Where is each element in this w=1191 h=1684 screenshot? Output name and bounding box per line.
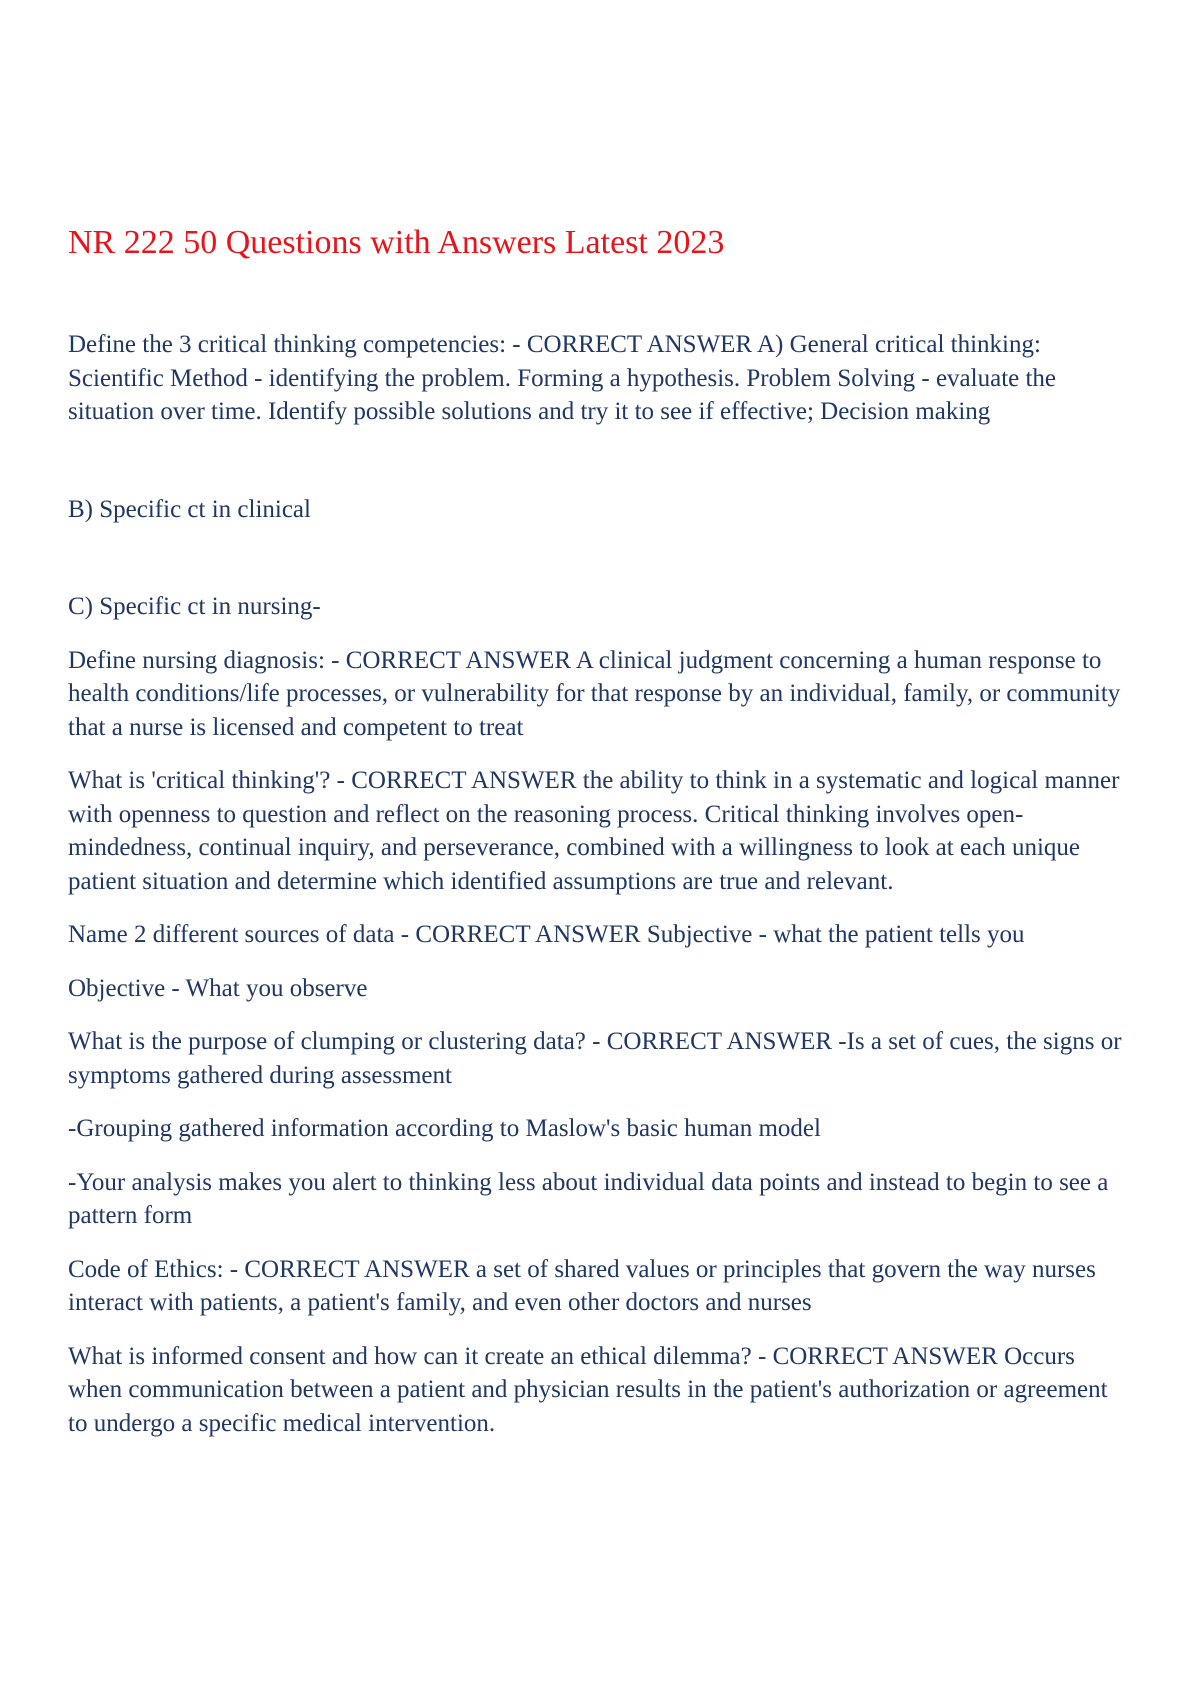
paragraph-nursing-diagnosis: Define nursing diagnosis: - CORRECT ANSWER A clinical judgment concerning a human response to health conditions/life processes, or vulnerability for that response by an individual, family, or community that a nurse is licensed and competent to treat	[68, 646, 1121, 741]
paragraph-analysis-pattern: -Your analysis makes you alert to thinking less about individual data points and instead to begin to see a pattern form	[68, 1168, 1109, 1229]
paragraph-objective-data: Objective - What you observe	[68, 974, 368, 1002]
paragraph-critical-thinking-competencies: Define the 3 critical thinking competencies: - CORRECT ANSWER A) General critical thinking: Scientific Method - identifying the problem. Forming a hypothesis. Problem Solving - evaluate the situation over time. Identify possible solutions and try it to see if effective; Decision making	[68, 331, 1057, 425]
paragraph-critical-thinking-definition: What is 'critical thinking'? - CORRECT ANSWER the ability to think in a systematic and logical manner with openness to question and reflect on the reasoning process. Critical thinking involves open-mindedness, continual inquiry, and perseverance, combined with a willingness to look at each unique patient situation and determine which identified assumptions are true and relevant.	[68, 767, 1120, 895]
paragraph-informed-consent: What is informed consent and how can it create an ethical dilemma? - CORRECT ANSWER Occurs when communication between a patient and physician results in the patient's authorization or agreement to undergo a specific medical intervention.	[68, 1342, 1108, 1437]
paragraph-sources-of-data: Name 2 different sources of data - CORRECT ANSWER Subjective - what the patient tells you	[68, 921, 1025, 948]
document-body	[68, 328, 1128, 1460]
paragraph-code-of-ethics: Code of Ethics: - CORRECT ANSWER a set of shared values or principles that govern the way nurses interact with patients, a patient's family, and even other doctors and nurses	[68, 1255, 1096, 1316]
paragraph-clustering-data: What is the purpose of clumping or clustering data? - CORRECT ANSWER -Is a set of cues, the signs or symptoms gathered during assessment	[68, 1028, 1122, 1089]
document-title: NR 222 50 Questions with Answers Latest 2023	[68, 224, 725, 261]
paragraph-grouping-maslow: -Grouping gathered information according to Maslow's basic human model	[68, 1115, 821, 1142]
paragraph-specific-ct-clinical: B) Specific ct in clinical	[68, 495, 311, 523]
paragraph-specific-ct-nursing: C) Specific ct in nursing-	[68, 593, 321, 620]
